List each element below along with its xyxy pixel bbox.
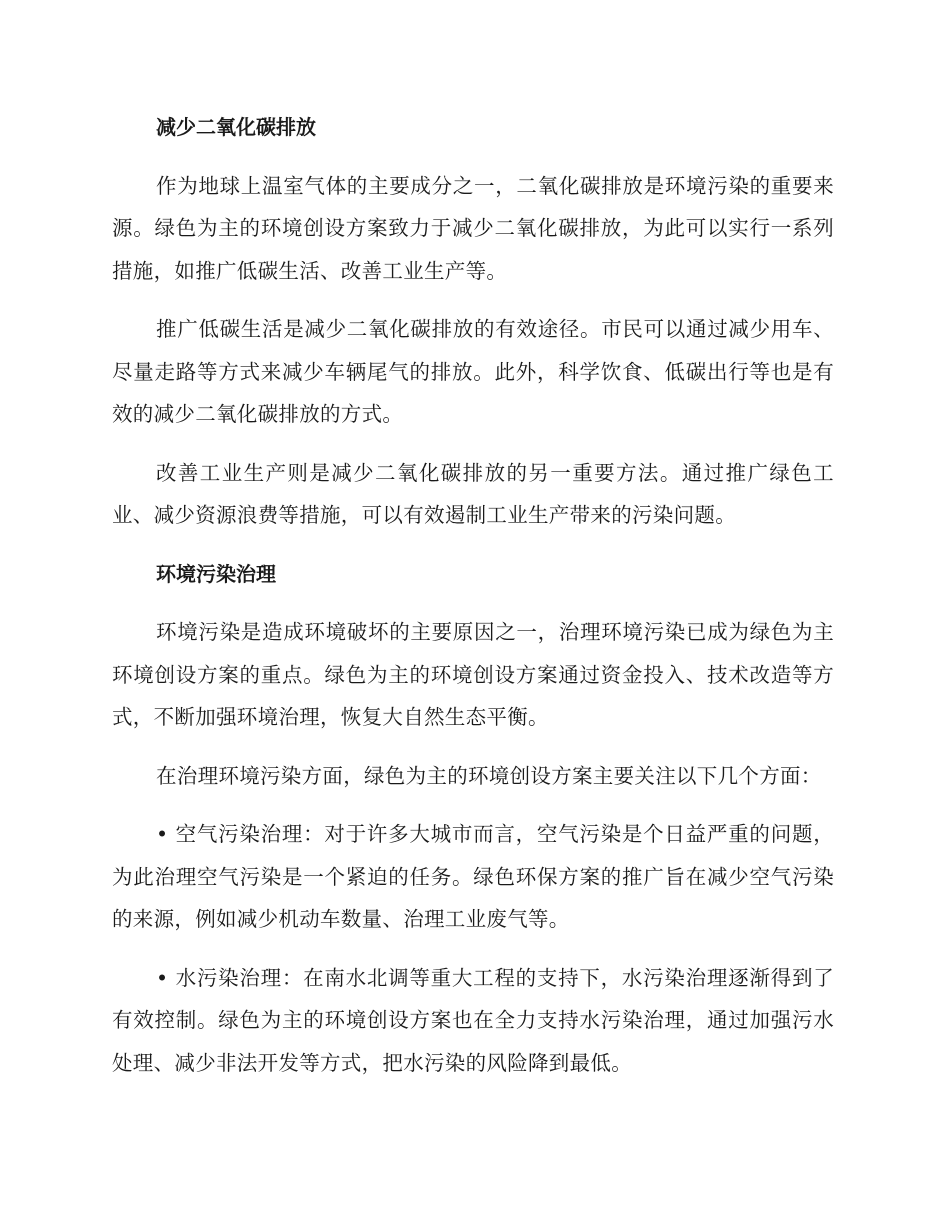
document-body — [112, 106, 834, 1100]
paragraph-co2-intro: 作为地球上温室气体的主要成分之一，二氧化碳排放是环境污染的重要来源。绿色为主的环境创设方案致力于减少二氧化碳排放，为此可以实行一系列措施，如推广低碳生活、改善工业生产等。 — [112, 173, 834, 283]
section-heading-co2: 减少二氧化碳排放 — [156, 115, 316, 139]
list-item-air-pollution: • 空气污染治理：对于许多大城市而言，空气污染是个日益严重的问题，为此治理空气污染是一个紧迫的任务。绿色环保方案的推广旨在减少空气污染的来源，例如减少机动车数量、治理工业废气等。 — [112, 822, 834, 931]
paragraph-pollution-aspects: 在治理环境污染方面，绿色为主的环境创设方案主要关注以下几个方面： — [156, 763, 822, 788]
paragraph-pollution-intro: 环境污染是造成环境破坏的主要原因之一，治理环境污染已成为绿色为主环境创设方案的重点。绿色为主的环境创设方案通过资金投入、技术改造等方式，不断加强环境治理，恢复大自然生态平衡。 — [112, 620, 834, 729]
section-heading-pollution: 环境污染治理 — [156, 561, 276, 586]
paragraph-industry: 改善工业生产则是减少二氧化碳排放的另一重要方法。通过推广绿色工业、减少资源浪费等措施，可以有效遏制工业生产带来的污染问题。 — [112, 460, 834, 527]
paragraph-low-carbon-life: 推广低碳生活是减少二氧化碳排放的有效途径。市民可以通过减少用车、尽量走路等方式来减少车辆尾气的排放。此外，科学饮食、低碳出行等也是有效的减少二氧化碳排放的方式。 — [112, 317, 834, 426]
list-item-water-pollution: • 水污染治理：在南水北调等重大工程的支持下，水污染治理逐渐得到了有效控制。绿色为主的环境创设方案也在全力支持水污染治理，通过加强污水处理、减少非法开发等方式，把水污染的风险降到最低。 — [112, 965, 834, 1075]
